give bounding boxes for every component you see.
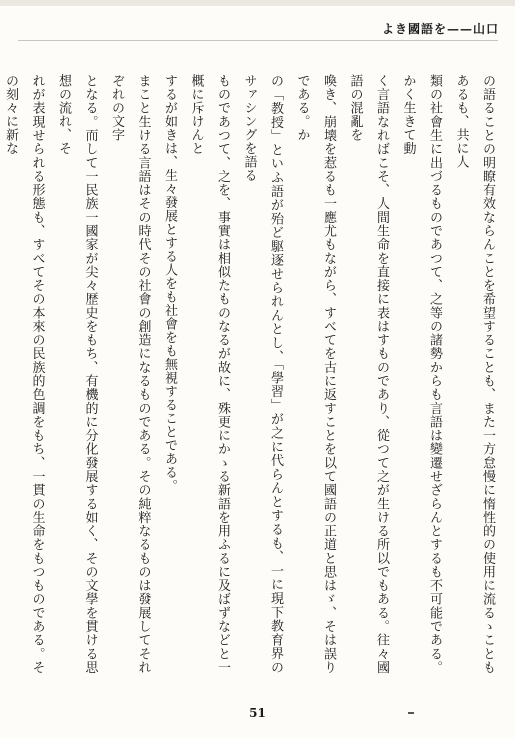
text-line: の「教授」といふ語が殆ど駆逐せられんとし、「學習」が之に代らんとするも、一に現下教育界のサァシングを語る: [241, 74, 283, 675]
text-line: 類の社會生に出づるものであつて、之等の諸勢からも言語は變遷せざらんとするも不可能である。かく生きて動: [400, 74, 442, 674]
running-header: よき國語を——山口: [381, 22, 499, 36]
body-text: [3, 74, 500, 675]
text-line: の語ることの明瞭有效ならんことを希望することも、また一方怠慢に惰性的の使用に流るゝこともあるも、共に人: [453, 74, 495, 674]
scan-edge: [0, 0, 515, 6]
page-number: 51: [249, 706, 266, 720]
text-line: く言語なればこそ、人間生命を直接に表はすものであり、從つて之が生ける所以でもある。往々國語の混亂を: [347, 74, 389, 674]
text-line: まこと生ける言語はその時代その社會の創造になるものである。その純粹なるものは發展してそれぞれの文字: [109, 74, 151, 674]
text-line: するが如きは、生々發展とする人をも社會をも無視することである。: [162, 74, 177, 493]
text-line: となる。而して一民族一國家が尖々歴史をもち、有機的に分化發展する如く、その文學を貫ける思想の流れ、そ: [56, 74, 98, 674]
text-line: れが表現せられる形態も、すべてその本來の民族的色調をもち、一貫の生命をもつものである。その刻々に新な: [3, 74, 45, 674]
text-line: 喚き、崩壊を惹るも一應尤もながら、すべてを古に返すことを以て國語の正道と思はゞ、そは誤りである。か: [294, 74, 336, 674]
header-rule: [18, 40, 498, 41]
print-speck: [408, 712, 414, 714]
text-line: ものであつて、之を、事實は相似たものなるが故に、殊更にかゝる新語を用ふるに及ばずなどと一概に斥けんと: [188, 74, 230, 674]
